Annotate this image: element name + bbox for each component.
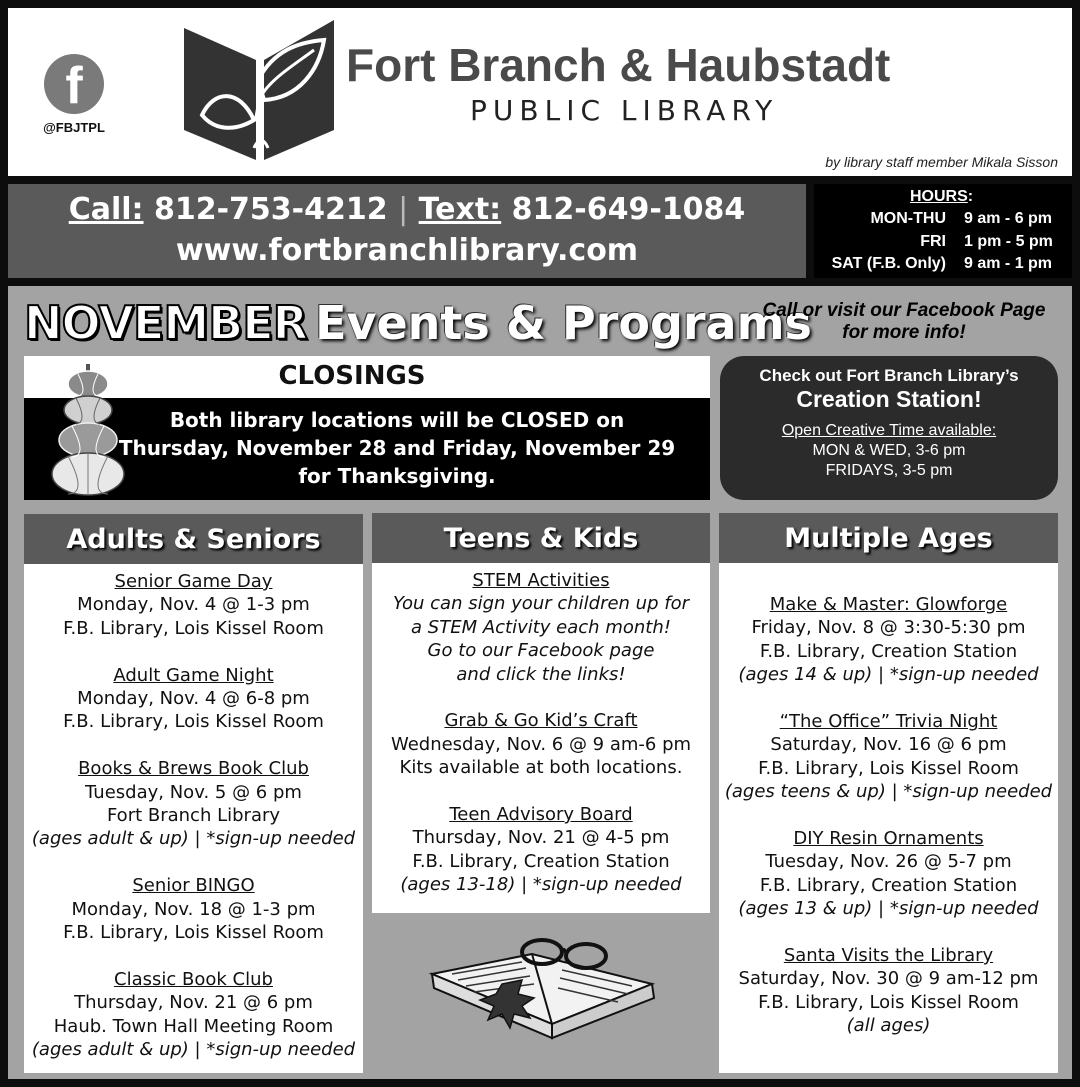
event-note: (ages adult & up) | *sign-up needed [31,1039,356,1061]
hours-time: 9 am - 1 pm [964,255,1053,272]
event-item [372,803,710,897]
hours-title [910,188,973,206]
event-item [372,709,710,779]
text-label: Text: [418,192,502,227]
column-body [719,593,1058,1061]
contact-bar [8,184,806,278]
call-label: Call: [68,192,144,227]
hours-row [814,233,1072,253]
creation-title: Creation Station! [796,386,982,412]
call-number[interactable]: 812-753-4212 [153,192,388,227]
event-when: Thursday, Nov. 21 @ 4-5 pm [412,827,670,849]
event-when: Monday, Nov. 4 @ 1-3 pm [77,594,310,616]
event-note: (ages adult & up) | *sign-up needed [31,828,356,850]
event-when: Wednesday, Nov. 6 @ 9 am-6 pm [390,733,692,755]
closings-box [24,356,710,500]
facebook-handle: @FBJTPL [43,120,105,135]
closings-message [84,406,710,490]
adults-column [24,514,363,1073]
stem-line: You can sign your children up for [393,593,689,615]
event-title: Grab & Go Kid’s Craft [444,710,638,732]
facebook-glyph: f [65,57,83,115]
event-title: Senior BINGO [132,875,255,897]
event-title: Adult Game Night [113,664,274,686]
event-where: Haub. Town Hall Meeting Room [53,1015,334,1037]
closings-title: CLOSINGS [278,361,426,391]
event-item [719,827,1058,921]
event-title: Senior Game Day [114,571,273,592]
column-body [372,569,710,920]
closings-line: Both library locations will be CLOSED on [169,408,625,432]
event-item [719,593,1058,687]
column-header [24,514,363,564]
column-title: Multiple Ages [784,523,993,554]
creation-schedule: FRIDAYS, 3-5 pm [825,462,953,479]
open-book-glasses-icon [422,914,662,1064]
events-title: Events & Programs [315,296,812,350]
header [8,8,1072,176]
event-note: (ages 13 & up) | *sign-up needed [738,898,1039,920]
event-title: “The Office” Trivia Night [779,711,998,733]
event-item [372,569,710,686]
hours-row [814,255,1072,275]
events-heading [24,296,812,350]
event-note: (ages 13-18) | *sign-up needed [400,874,682,896]
byline: by library staff member Mikala Sisson [825,154,1058,170]
event-item [24,968,363,1062]
column-title: Adults & Seniors [66,524,321,555]
stacked-pumpkins-icon [48,364,128,496]
creation-line: Check out Fort Branch Library’s [759,366,1019,385]
event-where: Kits available at both locations. [399,757,683,779]
event-when: Saturday, Nov. 16 @ 6 pm [770,734,1007,756]
event-where: F.B. Library, Lois Kissel Room [63,711,324,733]
creation-schedule: MON & WED, 3-6 pm [812,442,966,459]
event-when: Monday, Nov. 18 @ 1-3 pm [71,898,316,920]
library-title: Fort Branch & Haubstadt [346,39,891,91]
event-title: Books & Brews Book Club [78,758,309,780]
multiple-ages-column [719,513,1058,1073]
event-when: Tuesday, Nov. 26 @ 5-7 pm [765,851,1012,873]
column-title: Teens & Kids [443,523,639,554]
event-note: (all ages) [846,1015,931,1037]
column-body [24,570,363,1085]
event-item [24,570,363,640]
call-visit-note [744,300,1064,344]
event-when: Friday, Nov. 8 @ 3:30-5:30 pm [751,617,1026,639]
closings-line: Thursday, November 28 and Friday, November 29 [118,436,676,460]
hours-days: SAT (F.B. Only) [831,255,946,272]
hours-time: 9 am - 6 pm [964,210,1053,227]
event-where: F.B. Library, Creation Station [759,640,1018,662]
event-when: Tuesday, Nov. 5 @ 6 pm [85,781,302,803]
event-where: F.B. Library, Lois Kissel Room [63,617,324,639]
text-number[interactable]: 812-649-1084 [511,192,746,227]
event-where: F.B. Library, Creation Station [412,850,670,872]
hours-title-colon: : [967,188,974,205]
hours-time: 1 pm - 5 pm [964,233,1053,250]
facebook-badge[interactable] [34,54,114,135]
hours-panel [814,184,1072,278]
column-header [372,513,710,563]
event-when: Thursday, Nov. 21 @ 6 pm [74,992,313,1014]
month-title: NOVEMBER [24,296,308,350]
event-where: F.B. Library, Lois Kissel Room [63,922,324,944]
stem-line: Go to our Facebook page [427,640,655,662]
event-title: Teen Advisory Board [449,804,633,826]
book-leaf-logo-icon [184,20,334,160]
hours-title-text: HOURS [910,188,968,205]
library-subtitle: PUBLIC LIBRARY [470,94,779,127]
event-where: Fort Branch Library [106,805,281,827]
main-panel [8,286,1072,1079]
event-where: F.B. Library, Lois Kissel Room [758,757,1019,779]
stem-line: and click the links! [456,663,626,685]
teens-column [372,513,710,913]
creation-open-time: Open Creative Time available: [781,422,997,439]
event-where: F.B. Library, Creation Station [759,874,1018,896]
event-title: STEM Activities [472,570,610,591]
event-where: F.B. Library, Lois Kissel Room [758,991,1019,1013]
event-title: DIY Resin Ornaments [793,828,984,850]
stem-line: a STEM Activity each month! [411,616,671,638]
creation-station-box [720,356,1058,500]
call-visit-line: Call or visit our Facebook Page [762,300,1046,321]
event-item [24,757,363,851]
event-title: Santa Visits the Library [783,945,994,967]
event-item [719,710,1058,804]
contact-separator: | [398,192,409,227]
column-header [719,513,1058,563]
contact-phones [8,192,806,227]
event-when: Saturday, Nov. 30 @ 9 am-12 pm [738,968,1039,990]
event-note: (ages teens & up) | *sign-up needed [724,781,1053,803]
call-visit-line: for more info! [842,322,966,343]
closings-line: for Thanksgiving. [298,464,496,488]
facebook-icon[interactable] [44,54,104,114]
hours-days: MON-THU [870,210,946,227]
website-link[interactable]: www.fortbranchlibrary.com [175,233,639,268]
event-item [24,874,363,944]
event-when: Monday, Nov. 4 @ 6-8 pm [77,688,310,710]
hours-days: FRI [920,233,946,250]
hours-row [814,210,1072,230]
event-item [719,944,1058,1038]
event-title: Make & Master: Glowforge [769,594,1008,615]
event-note: (ages 14 & up) | *sign-up needed [738,664,1039,686]
event-title: Classic Book Club [114,968,273,990]
event-item [24,664,363,734]
